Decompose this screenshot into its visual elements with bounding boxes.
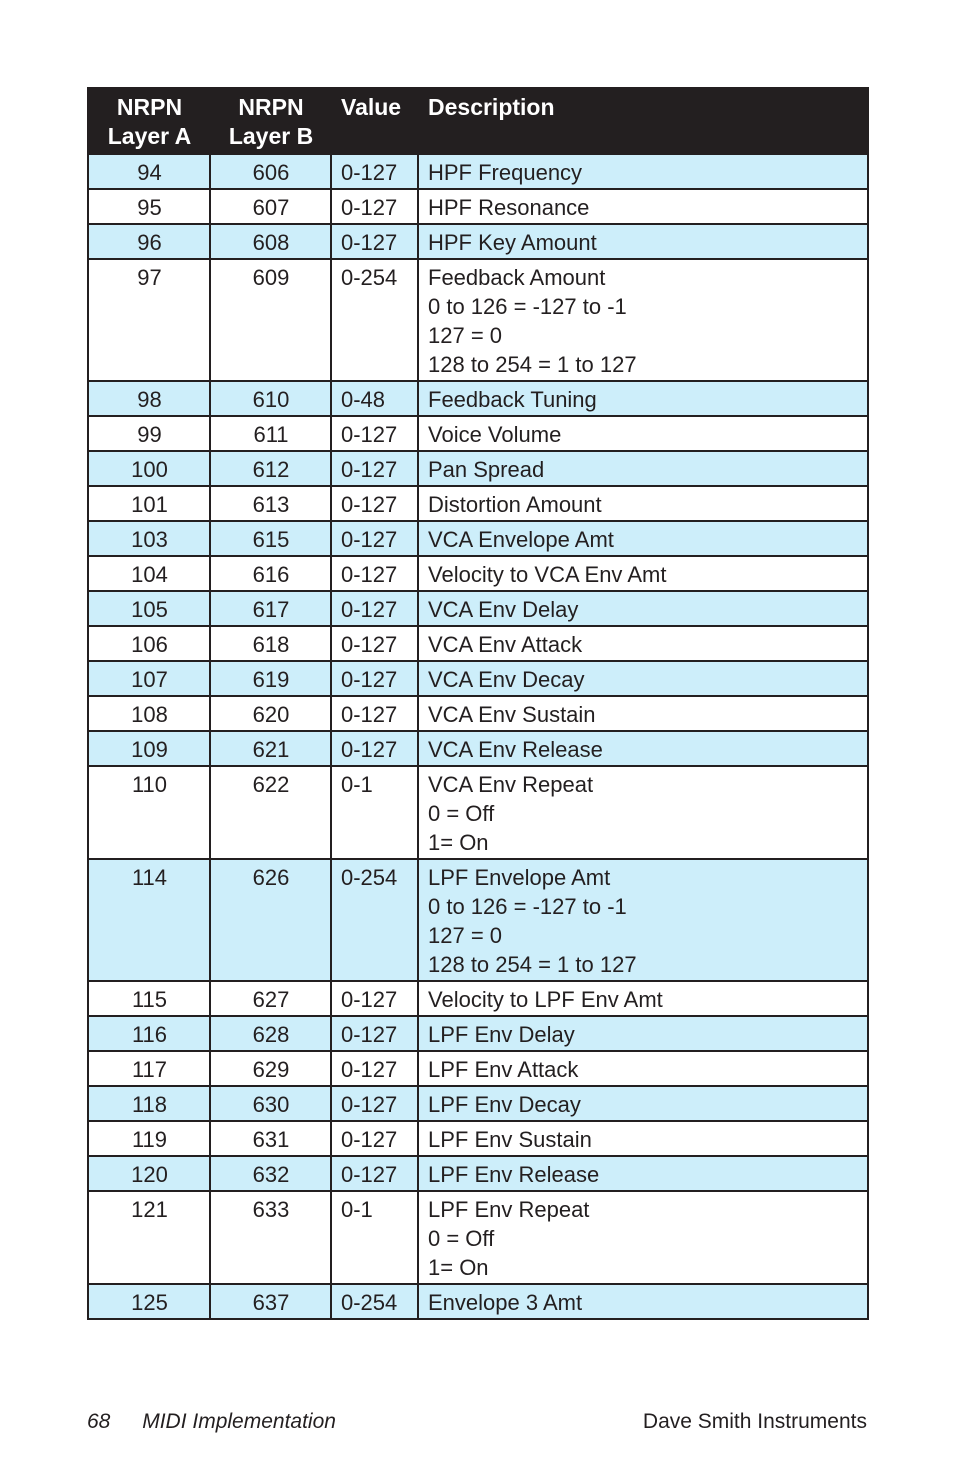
header-layer-a — [88, 88, 210, 154]
cell-layer-b: 615 — [210, 521, 331, 556]
cell-value: 0-127 — [331, 189, 418, 224]
section-title: MIDI Implementation — [142, 1410, 336, 1433]
cell-layer-a: 125 — [88, 1284, 210, 1319]
cell-layer-b: 622 — [210, 766, 331, 859]
cell-value: 0-127 — [331, 1121, 418, 1156]
table-body — [88, 154, 868, 1319]
cell-layer-a: 118 — [88, 1086, 210, 1121]
cell-description — [418, 154, 868, 189]
table-row — [88, 1121, 868, 1156]
table-row — [88, 626, 868, 661]
description-title: VCA Env Sustain — [428, 702, 596, 727]
cell-layer-a: 98 — [88, 381, 210, 416]
cell-value: 0-127 — [331, 154, 418, 189]
cell-layer-b: 633 — [210, 1191, 331, 1284]
cell-value: 0-127 — [331, 591, 418, 626]
cell-layer-a: 105 — [88, 591, 210, 626]
cell-description — [418, 981, 868, 1016]
header-layer-b-line2: Layer B — [228, 123, 314, 149]
description-title: LPF Env Attack — [428, 1057, 579, 1082]
cell-value: 0-1 — [331, 1191, 418, 1284]
cell-layer-a: 107 — [88, 661, 210, 696]
cell-layer-b: 611 — [210, 416, 331, 451]
description-title: Feedback Tuning — [428, 387, 597, 412]
cell-layer-a: 117 — [88, 1051, 210, 1086]
description-detail: 0 = Off — [428, 801, 495, 826]
header-value: Value — [331, 88, 418, 154]
cell-description — [418, 626, 868, 661]
description-title: LPF Env Release — [428, 1162, 600, 1187]
cell-description — [418, 259, 868, 381]
description-title: VCA Env Delay — [428, 597, 579, 622]
cell-description — [418, 591, 868, 626]
header-layer-b — [210, 88, 331, 154]
description-title: LPF Env Delay — [428, 1022, 575, 1047]
cell-description — [418, 451, 868, 486]
cell-layer-b: 619 — [210, 661, 331, 696]
cell-value: 0-127 — [331, 224, 418, 259]
description-title: VCA Env Attack — [428, 632, 583, 657]
cell-layer-a: 116 — [88, 1016, 210, 1051]
description-title: Velocity to VCA Env Amt — [428, 562, 667, 587]
cell-value: 0-127 — [331, 1051, 418, 1086]
cell-description — [418, 1016, 868, 1051]
description-title: Voice Volume — [428, 422, 562, 447]
cell-value: 0-127 — [331, 556, 418, 591]
cell-description — [418, 381, 868, 416]
description-detail: 0 to 126 = -127 to -1 — [428, 894, 627, 919]
cell-layer-a: 109 — [88, 731, 210, 766]
description-title: VCA Env Decay — [428, 667, 585, 692]
cell-layer-a: 99 — [88, 416, 210, 451]
header-layer-a-line1: NRPN — [116, 94, 183, 120]
cell-layer-a: 110 — [88, 766, 210, 859]
cell-layer-b: 626 — [210, 859, 331, 981]
cell-value: 0-127 — [331, 696, 418, 731]
table-row — [88, 451, 868, 486]
cell-layer-a: 100 — [88, 451, 210, 486]
description-title: HPF Resonance — [428, 195, 590, 220]
table-row — [88, 766, 868, 859]
description-title: Pan Spread — [428, 457, 545, 482]
cell-value: 0-127 — [331, 416, 418, 451]
page-number: 68 — [87, 1410, 111, 1433]
header-layer-b-line1: NRPN — [238, 94, 304, 120]
description-title: HPF Key Amount — [428, 230, 597, 255]
nrpn-table — [87, 87, 869, 1320]
cell-value: 0-254 — [331, 259, 418, 381]
cell-layer-b: 629 — [210, 1051, 331, 1086]
cell-layer-b: 606 — [210, 154, 331, 189]
table-row — [88, 556, 868, 591]
description-title: LPF Env Decay — [428, 1092, 581, 1117]
footer-left — [87, 1410, 336, 1434]
table-row — [88, 1051, 868, 1086]
cell-value: 0-127 — [331, 486, 418, 521]
table-row — [88, 381, 868, 416]
table-row — [88, 521, 868, 556]
description-title: LPF Env Repeat — [428, 1197, 590, 1222]
cell-layer-b: 616 — [210, 556, 331, 591]
cell-layer-a: 95 — [88, 189, 210, 224]
cell-layer-b: 630 — [210, 1086, 331, 1121]
description-detail: 127 = 0 — [428, 923, 503, 948]
cell-value: 0-48 — [331, 381, 418, 416]
table-row — [88, 1284, 868, 1319]
cell-value: 0-127 — [331, 731, 418, 766]
cell-layer-a: 114 — [88, 859, 210, 981]
table-row — [88, 859, 868, 981]
cell-layer-a: 101 — [88, 486, 210, 521]
cell-description — [418, 521, 868, 556]
description-detail: 128 to 254 = 1 to 127 — [428, 352, 637, 377]
table-row — [88, 696, 868, 731]
cell-value: 0-127 — [331, 1156, 418, 1191]
cell-value: 0-127 — [331, 451, 418, 486]
footer-publisher: Dave Smith Instruments — [642, 1410, 867, 1433]
cell-value: 0-127 — [331, 661, 418, 696]
cell-description — [418, 486, 868, 521]
table-row — [88, 1156, 868, 1191]
cell-description — [418, 859, 868, 981]
cell-description — [418, 696, 868, 731]
cell-layer-a: 115 — [88, 981, 210, 1016]
description-title: Velocity to LPF Env Amt — [428, 987, 663, 1012]
description-detail: 1= On — [428, 830, 489, 855]
cell-layer-b: 620 — [210, 696, 331, 731]
table-row — [88, 1016, 868, 1051]
description-detail: 0 to 126 = -127 to -1 — [428, 294, 627, 319]
description-title: VCA Env Repeat — [428, 772, 594, 797]
description-detail: 1= On — [428, 1255, 489, 1280]
description-title: HPF Frequency — [428, 160, 583, 185]
cell-value: 0-127 — [331, 1016, 418, 1051]
cell-layer-b: 608 — [210, 224, 331, 259]
description-title: Feedback Amount — [428, 265, 606, 290]
cell-description — [418, 766, 868, 859]
cell-layer-a: 120 — [88, 1156, 210, 1191]
table-header — [88, 88, 868, 154]
cell-layer-a: 121 — [88, 1191, 210, 1284]
cell-layer-a: 94 — [88, 154, 210, 189]
cell-value: 0-127 — [331, 981, 418, 1016]
table-row — [88, 1086, 868, 1121]
cell-description — [418, 1121, 868, 1156]
cell-layer-b: 621 — [210, 731, 331, 766]
cell-description — [418, 661, 868, 696]
cell-layer-a: 103 — [88, 521, 210, 556]
description-title: LPF Envelope Amt — [428, 865, 611, 890]
cell-layer-a: 119 — [88, 1121, 210, 1156]
cell-description — [418, 416, 868, 451]
cell-description — [418, 731, 868, 766]
cell-description — [418, 1191, 868, 1284]
table-row — [88, 416, 868, 451]
cell-layer-b: 613 — [210, 486, 331, 521]
table-row — [88, 981, 868, 1016]
table-row — [88, 259, 868, 381]
header-layer-a-line2: Layer A — [107, 123, 192, 149]
cell-description — [418, 1156, 868, 1191]
header-description: Description — [418, 88, 868, 154]
description-detail: 127 = 0 — [428, 323, 503, 348]
table-row — [88, 486, 868, 521]
cell-value: 0-127 — [331, 521, 418, 556]
cell-layer-b: 617 — [210, 591, 331, 626]
description-detail: 0 = Off — [428, 1226, 495, 1251]
cell-layer-a: 104 — [88, 556, 210, 591]
cell-description — [418, 1051, 868, 1086]
cell-description — [418, 1086, 868, 1121]
cell-layer-b: 627 — [210, 981, 331, 1016]
cell-layer-b: 631 — [210, 1121, 331, 1156]
cell-layer-a: 97 — [88, 259, 210, 381]
cell-description — [418, 1284, 868, 1319]
description-title: Distortion Amount — [428, 492, 602, 517]
cell-value: 0-127 — [331, 626, 418, 661]
cell-description — [418, 189, 868, 224]
cell-layer-b: 637 — [210, 1284, 331, 1319]
table-row — [88, 154, 868, 189]
cell-layer-b: 607 — [210, 189, 331, 224]
table-row — [88, 224, 868, 259]
cell-description — [418, 224, 868, 259]
description-title: Envelope 3 Amt — [428, 1290, 583, 1315]
cell-layer-b: 632 — [210, 1156, 331, 1191]
table-row — [88, 731, 868, 766]
table-row — [88, 189, 868, 224]
cell-layer-b: 618 — [210, 626, 331, 661]
cell-layer-a: 96 — [88, 224, 210, 259]
cell-layer-b: 628 — [210, 1016, 331, 1051]
cell-value: 0-254 — [331, 859, 418, 981]
description-title: LPF Env Sustain — [428, 1127, 592, 1152]
description-title: VCA Envelope Amt — [428, 527, 614, 552]
description-title: VCA Env Release — [428, 737, 603, 762]
cell-layer-b: 612 — [210, 451, 331, 486]
table-row — [88, 591, 868, 626]
cell-value: 0-1 — [331, 766, 418, 859]
cell-layer-a: 106 — [88, 626, 210, 661]
table-row — [88, 661, 868, 696]
description-detail: 128 to 254 = 1 to 127 — [428, 952, 637, 977]
table-row — [88, 1191, 868, 1284]
cell-layer-a: 108 — [88, 696, 210, 731]
cell-layer-b: 610 — [210, 381, 331, 416]
cell-value: 0-127 — [331, 1086, 418, 1121]
cell-description — [418, 556, 868, 591]
cell-value: 0-254 — [331, 1284, 418, 1319]
cell-layer-b: 609 — [210, 259, 331, 381]
